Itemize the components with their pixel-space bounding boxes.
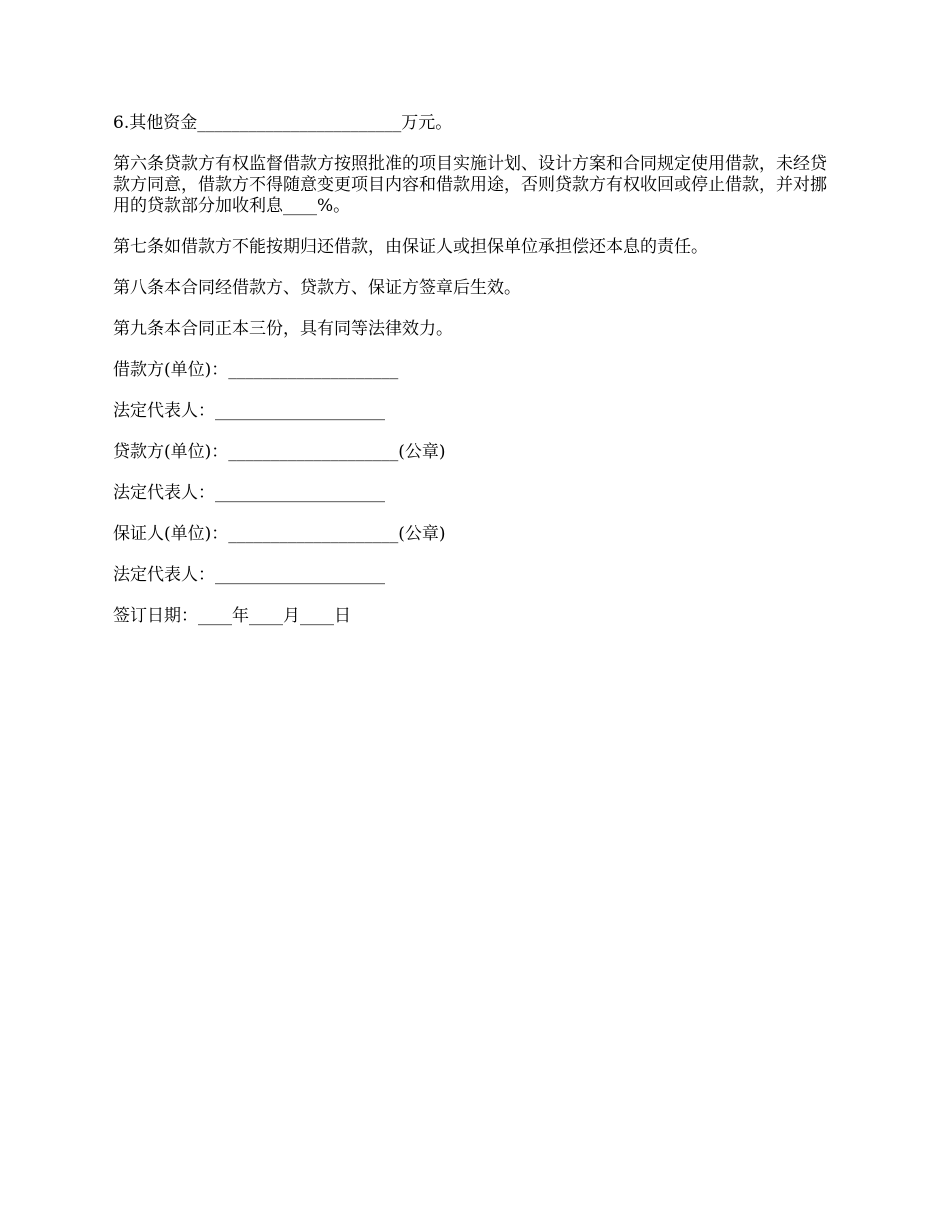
article-7-paragraph: 第七条如借款方不能按期归还借款，由保证人或担保单位承担偿还本息的责任。 (113, 237, 708, 257)
article-6-paragraph: 第六条贷款方有权监督借款方按照批准的项目实施计划、设计方案和合同规定使用借款，未经贷款方同意，借款方不得随意变更项目内容和借款用途，否则贷款方有权收回或停止借款，并对挪用的贷款部分加收利息____%。 (113, 154, 827, 216)
guarantor-representative-line: 法定代表人：____________________ (113, 565, 385, 585)
document-page (113, 113, 841, 647)
guarantor-unit-line: 保证人(单位)：____________________(公章) (113, 524, 446, 544)
lender-unit-line: 贷款方(单位)：____________________(公章) (113, 442, 446, 462)
signing-date-line: 签订日期：____年____月____日 (113, 606, 351, 626)
borrower-representative-line: 法定代表人：____________________ (113, 401, 385, 421)
article-9-paragraph: 第九条本合同正本三份，具有同等法律效力。 (113, 319, 453, 339)
other-funds-line: 6.其他资金________________________万元。 (113, 113, 453, 133)
article-8-paragraph: 第八条本合同经借款方、贷款方、保证方签章后生效。 (113, 278, 521, 298)
lender-representative-line: 法定代表人：____________________ (113, 483, 385, 503)
borrower-unit-line: 借款方(单位)：____________________ (113, 360, 399, 380)
